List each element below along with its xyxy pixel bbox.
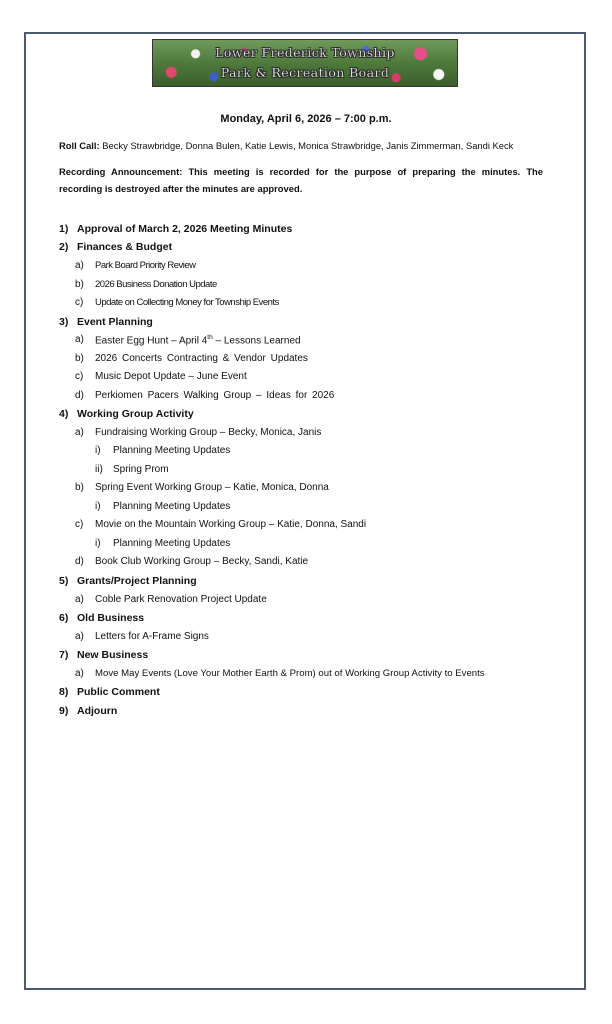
agenda-subitem-marker: c) [75, 297, 84, 308]
agenda-subsubitem-marker: i) [95, 538, 101, 549]
agenda-item-marker: 7) [59, 649, 69, 661]
agenda-subitem-marker: a) [75, 334, 84, 345]
agenda-subitem-text: Update on Collecting Money for Township Events [95, 297, 279, 308]
agenda-subsubitem-text: Planning Meeting Updates [113, 445, 231, 456]
agenda-subitem-text: Letters for A-Frame Signs [95, 631, 209, 642]
agenda-item-marker: 3) [59, 316, 69, 328]
agenda-subitem-text: Perkiomen Pacers Walking Group – Ideas for 2026 [95, 390, 335, 401]
roll-call-label: Roll Call: [59, 140, 100, 151]
agenda-subsubitem-marker: ii) [95, 464, 103, 475]
agenda-subsubitem-text: Planning Meeting Updates [113, 501, 231, 512]
agenda-item-marker: 1) [59, 223, 69, 235]
roll-call-names: Becky Strawbridge, Donna Bulen, Katie Lewis, Monica Strawbridge, Janis Zimmerman, Sandi Keck [102, 140, 514, 151]
banner-title-line1: Lower Frederick Township [215, 45, 395, 60]
agenda-item-text: Working Group Activity [77, 408, 194, 420]
recording-announcement: Recording Announcement: This meeting is recorded for the purpose of preparing the minutes. The recording is destroyed after the minutes are approved. [59, 166, 543, 194]
agenda-item-marker: 4) [59, 408, 69, 420]
agenda-subitem-text: Spring Event Working Group – Katie, Monica, Donna [95, 482, 329, 493]
agenda-subitem-text: Movie on the Mountain Working Group – Katie, Donna, Sandi [95, 519, 367, 530]
agenda-subitem-text: Move May Events (Love Your Mother Earth & Prom) out of Working Group Activity to Events [95, 668, 485, 679]
agenda-subitem-text: Coble Park Renovation Project Update [95, 594, 267, 605]
banner-title-line2: Park & Recreation Board [220, 65, 390, 80]
agenda-item-marker: 8) [59, 686, 69, 698]
agenda-subitem-marker: b) [75, 353, 84, 364]
agenda-subsubitem-marker: i) [95, 501, 101, 512]
agenda-subitem-text: Book Club Working Group – Becky, Sandi, Katie [95, 556, 309, 567]
agenda-subitem-text: 2026 Business Donation Update [95, 279, 217, 290]
agenda-item-text: Adjourn [77, 705, 118, 717]
agenda-subitem-marker: c) [75, 371, 84, 382]
agenda-item-text: Old Business [77, 612, 145, 624]
agenda-item-marker: 5) [59, 575, 69, 587]
agenda-item-marker: 6) [59, 612, 69, 624]
ordinal-suffix: th [207, 334, 213, 341]
agenda-subitem-marker: a) [75, 594, 84, 605]
agenda-subitem-marker: b) [75, 279, 84, 290]
agenda-item-text: Approval of March 2, 2026 Meeting Minutes [77, 223, 293, 235]
agenda-subitem-text: Park Board Priority Review [95, 260, 196, 271]
agenda-subitem-marker: d) [75, 390, 84, 401]
agenda-subitem-marker: a) [75, 668, 84, 679]
agenda-subsubitem-text: Spring Prom [113, 464, 169, 475]
agenda-subitem-text: Fundraising Working Group – Becky, Monica, Janis [95, 427, 322, 438]
agenda-subitem-text-main: Easter Egg Hunt – April 4 [95, 335, 208, 347]
agenda-subitem-text: 2026 Concerts Contracting & Vendor Updates [95, 353, 308, 364]
agenda-subitem-text: Music Depot Update – June Event [95, 371, 247, 382]
agenda-subitem-marker: d) [75, 556, 84, 567]
agenda-subitem-marker: b) [75, 482, 84, 493]
agenda-item-marker: 2) [59, 241, 69, 253]
agenda-item-marker: 9) [59, 705, 69, 717]
agenda-item-text: Finances & Budget [77, 241, 173, 253]
agenda-subitem-marker: a) [75, 631, 84, 642]
agenda-subitem-marker: c) [75, 519, 84, 530]
agenda-subsubitem-text: Planning Meeting Updates [113, 538, 231, 549]
agenda-item-text: Public Comment [77, 686, 160, 698]
agenda-subsubitem-marker: i) [95, 445, 101, 456]
agenda-subitem-marker: a) [75, 427, 84, 438]
agenda-subitem-text [95, 334, 301, 346]
agenda-subitem-marker: a) [75, 260, 84, 271]
agenda-subitem-text-tail: – Lessons Learned [212, 335, 301, 347]
agenda-item-text: Grants/Project Planning [77, 575, 197, 587]
agenda-item-text: New Business [77, 649, 149, 661]
meeting-date: Monday, April 6, 2026 – 7:00 p.m. [220, 113, 392, 125]
agenda-item-text: Event Planning [77, 316, 153, 328]
